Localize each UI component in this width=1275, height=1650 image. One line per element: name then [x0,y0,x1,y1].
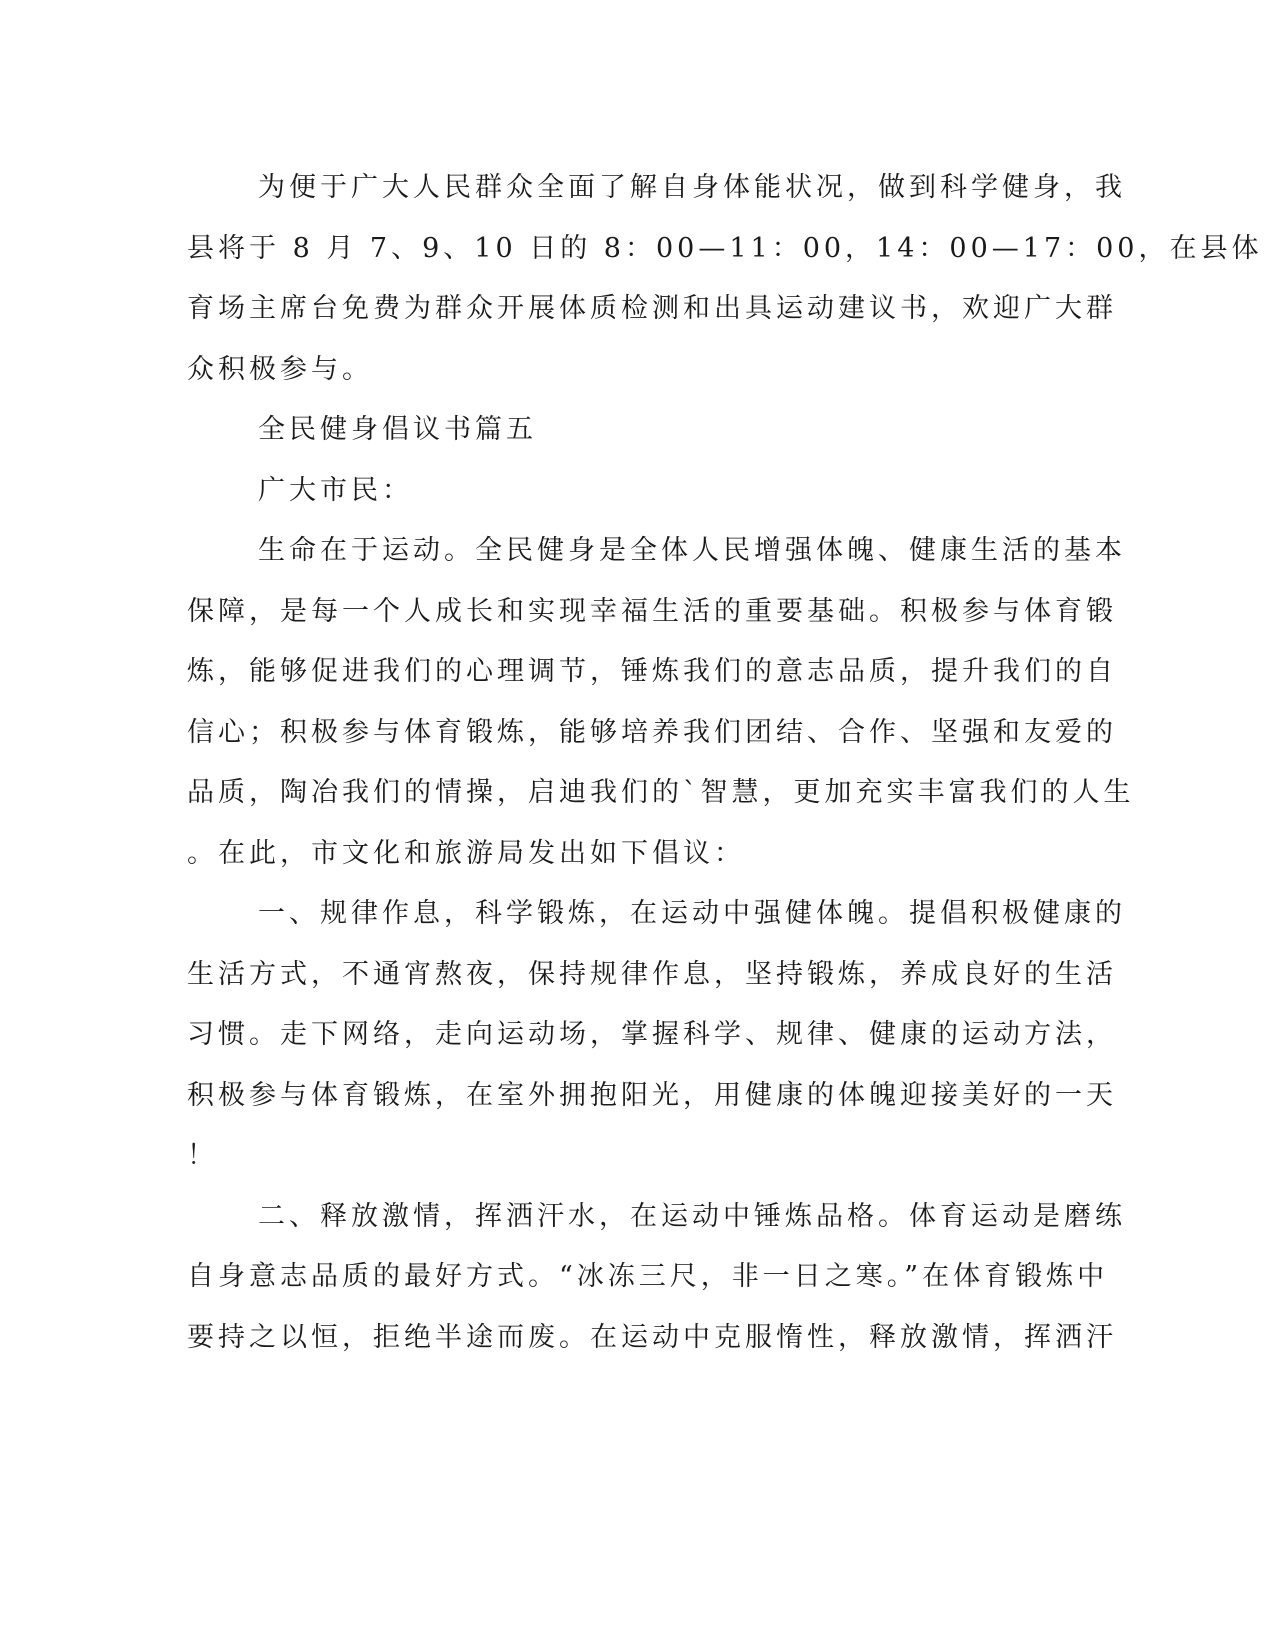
text-line-20: 要持之以恒，拒绝半途而废。在运动中克服惰性，释放激情，挥洒汗 [187,1321,1117,1353]
text-line-18: 二、释放激情，挥洒汗水，在运动中锤炼品格。体育运动是磨练 [258,1200,1126,1232]
text-line-12: 。在此，市文化和旅游局发出如下倡议： [187,837,745,869]
text-line-3: 育场主席台免费为群众开展体质检测和出具运动建议书，欢迎广大群 [187,293,1117,324]
section-heading: 全民健身倡议书篇五 [258,414,537,445]
text-line-17: ！ [187,1140,218,1171]
text-line-8: 保障，是每一个人成长和实现幸福生活的重要基础。积极参与体育锻 [187,595,1117,627]
text-line-19: 自身意志品质的最好方式。“冰冻三尺，非一日之寒。”在体育锻炼中 [187,1261,1109,1292]
text-line-14: 生活方式，不通宵熬夜，保持规律作息，坚持锻炼，养成良好的生活 [187,958,1117,990]
document-body [187,158,1263,1368]
text-line-2: 县将于 8 月 7、9、10 日的 8：00—11：00，14：00—17：00，在县体 [187,232,1263,264]
salutation: 广大市民： [258,474,413,506]
text-line-16: 积极参与体育锻炼，在室外拥抱阳光，用健康的体魄迎接美好的一天 [187,1079,1117,1111]
text-line-1: 为便于广大人民群众全面了解自身体能状况，做到科学健身，我 [258,172,1126,203]
text-line-10: 信心；积极参与体育锻炼，能够培养我们团结、合作、坚强和友爱的 [187,716,1117,748]
text-line-11: 品质，陶冶我们的情操，启迪我们的`智慧，更加充实丰富我们的人生 [187,777,1135,808]
text-line-9: 炼，能够促进我们的心理调节，锤炼我们的意志品质，提升我们的自 [187,656,1117,687]
text-line-13: 一、规律作息，科学锻炼，在运动中强健体魄。提倡积极健康的 [258,898,1126,929]
text-line-7: 生命在于运动。全民健身是全体人民增强体魄、健康生活的基本 [258,535,1126,566]
text-line-4: 众积极参与。 [187,353,373,385]
text-line-15: 习惯。走下网络，走向运动场，掌握科学、规律、健康的运动方法， [187,1019,1117,1050]
